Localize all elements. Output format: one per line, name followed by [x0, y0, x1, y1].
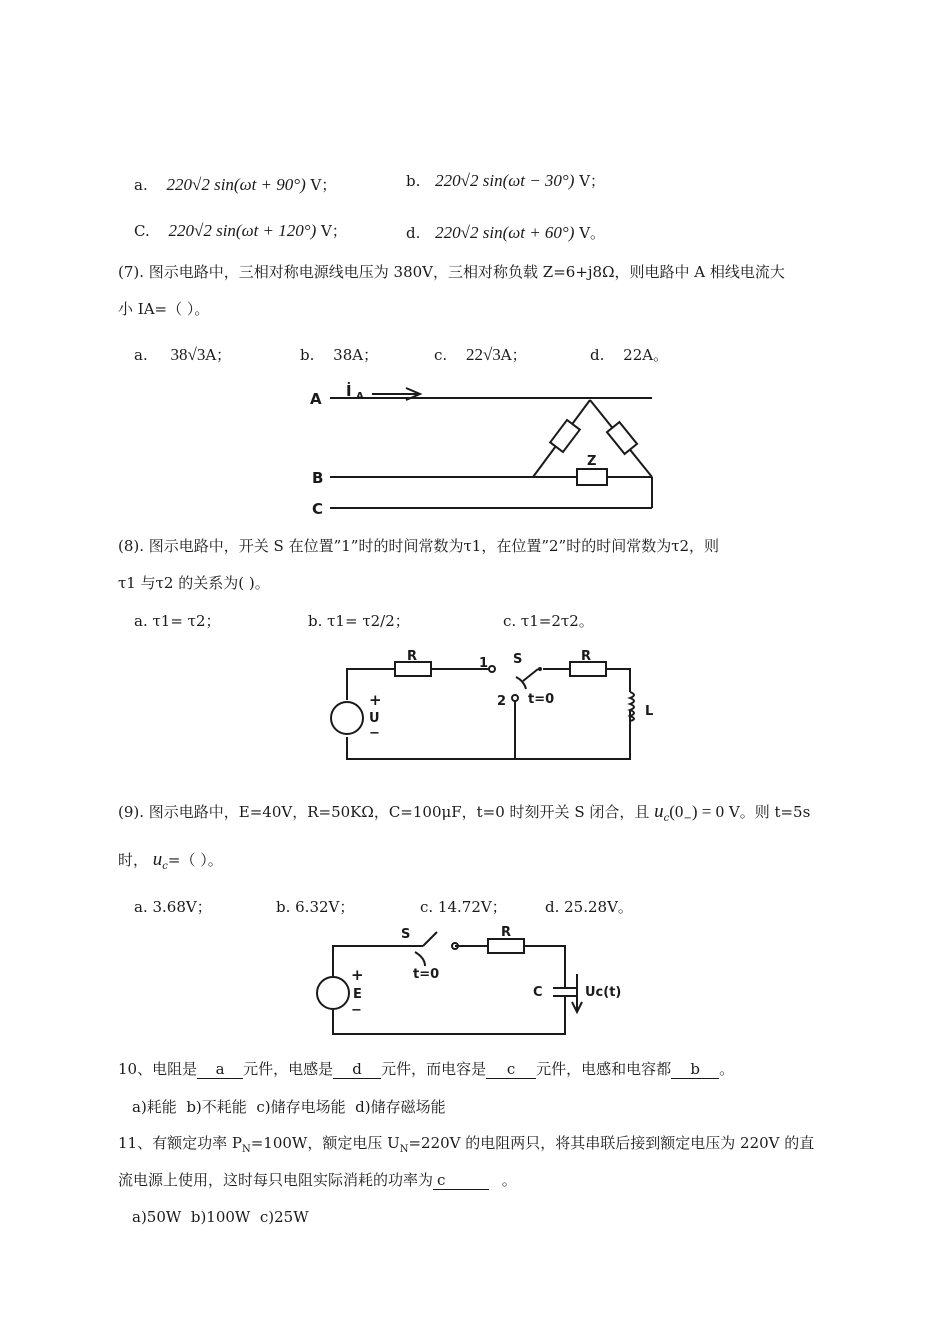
q9-question-line1: (9). 图示电路中，E=40V，R=50KΩ，C=100μF，t=0 时刻开关 S 闭合，且 $u_c(0_-) = 0$ V。则 t=5s	[118, 801, 811, 824]
label-u: U	[369, 711, 380, 726]
switch-blade	[423, 932, 437, 946]
label-minus: −	[369, 726, 380, 741]
label-r2: R	[581, 649, 592, 664]
label-t0: t=0	[528, 692, 555, 707]
resistor	[488, 939, 524, 953]
delta-impedance-bottom	[577, 469, 607, 485]
q9-option-a: a. 3.68V；	[134, 898, 212, 916]
label-e: E	[353, 987, 362, 1002]
label-ia-sub: A	[356, 391, 364, 402]
q11-question-line1: 11、有额定功率 $P_N=100W$，额定电压 $U_N=220V$ 的电阻两只，将其串联后接到额定电压为 220V 的直	[118, 1134, 815, 1155]
voltage-source	[331, 702, 363, 734]
label-t0: t=0	[413, 967, 440, 982]
label-minus: −	[351, 1003, 362, 1018]
label-c: C	[312, 500, 324, 518]
q8-option-a: a. τ1= τ2；	[134, 612, 221, 630]
q7-option-d: d. 22A。	[590, 346, 669, 364]
q10-answer-1: a	[197, 1061, 243, 1079]
resistor-2	[570, 662, 606, 676]
q6-option-d: d. 220√2 sin(ωt + 60°) V。	[406, 223, 606, 242]
label-r: R	[501, 925, 512, 940]
label-uc: Uc(t)	[585, 985, 622, 1000]
label-pos1: 1	[479, 656, 489, 671]
label-b: B	[312, 469, 324, 487]
q10-options: a)耗能 b)不耗能 c)储存电场能 d)储存磁场能	[132, 1098, 446, 1116]
label-z: Z	[587, 454, 597, 469]
q9-option-d: d. 25.28V。	[545, 898, 633, 916]
label-ia: İ	[346, 382, 352, 400]
q10-answer-3: c	[486, 1061, 536, 1079]
q6-option-c: C. 220√2 sin(ωt + 120°) V；	[134, 221, 347, 240]
label-a: A	[310, 390, 322, 408]
label-plus: +	[351, 966, 364, 984]
voltage-source-e	[317, 977, 349, 1009]
label-s: S	[401, 927, 411, 942]
q8-option-c: c. τ1=2τ2。	[503, 612, 594, 630]
q6-option-b: b. 220√2 sin(ωt − 30°) V；	[406, 171, 606, 190]
q7-circuit-diagram	[300, 372, 670, 522]
q6-option-a: a. 220√2 sin(ωt + 90°) V；	[134, 175, 337, 194]
switch-terminal-2	[512, 695, 518, 701]
label-plus: +	[369, 691, 382, 709]
q10-answer-2: d	[333, 1061, 381, 1079]
q7-option-a: a. 38√3A；	[134, 345, 232, 364]
inductor	[630, 692, 634, 721]
q8-question-line1: (8). 图示电路中，开关 S 在位置”1”时的时间常数为τ1，在位置”2”时的时间常数为τ2，则	[118, 537, 720, 555]
q8-option-b: b. τ1= τ2/2；	[308, 612, 410, 630]
q7-question-line2: 小 IA=（ ）。	[118, 300, 210, 318]
switch-terminal-1	[489, 666, 495, 672]
label-pos2: 2	[497, 694, 507, 709]
switch-blade	[523, 669, 538, 681]
resistor-1	[395, 662, 431, 676]
q9-option-c: c. 14.72V；	[420, 898, 507, 916]
q7-option-b: b. 38A；	[300, 346, 379, 364]
q8-circuit-diagram	[325, 645, 665, 770]
q11-answer: c	[433, 1172, 489, 1190]
q7-question-line1: (7). 图示电路中，三相对称电源线电压为 380V，三相对称负载 Z=6+j8Ω，则电路中 A 相线电流大	[118, 263, 785, 281]
q8-question-line2: τ1 与τ2 的关系为( )。	[118, 574, 270, 592]
q9-option-b: b. 6.32V；	[276, 898, 355, 916]
q11-options: a)50W b)100W c)25W	[132, 1208, 309, 1226]
q9-circuit-diagram	[305, 922, 645, 1044]
q10-answer-4: b	[671, 1061, 719, 1079]
label-l: L	[645, 704, 654, 719]
q9-question-line2: 时， $u_c=$（ ）。	[118, 849, 223, 872]
q7-option-c: c. 22√3A；	[434, 345, 527, 364]
label-s: S	[513, 652, 523, 667]
label-c: C	[533, 985, 543, 1000]
label-r1: R	[407, 649, 418, 664]
q10-question: 10、电阻是 a 元件，电感是 d 元件，而电容是 c 元件，电感和电容都 b 。	[118, 1060, 735, 1078]
q11-question-line2: 流电源上使用，这时每只电阻实际消耗的功率为 c 。	[118, 1171, 517, 1189]
